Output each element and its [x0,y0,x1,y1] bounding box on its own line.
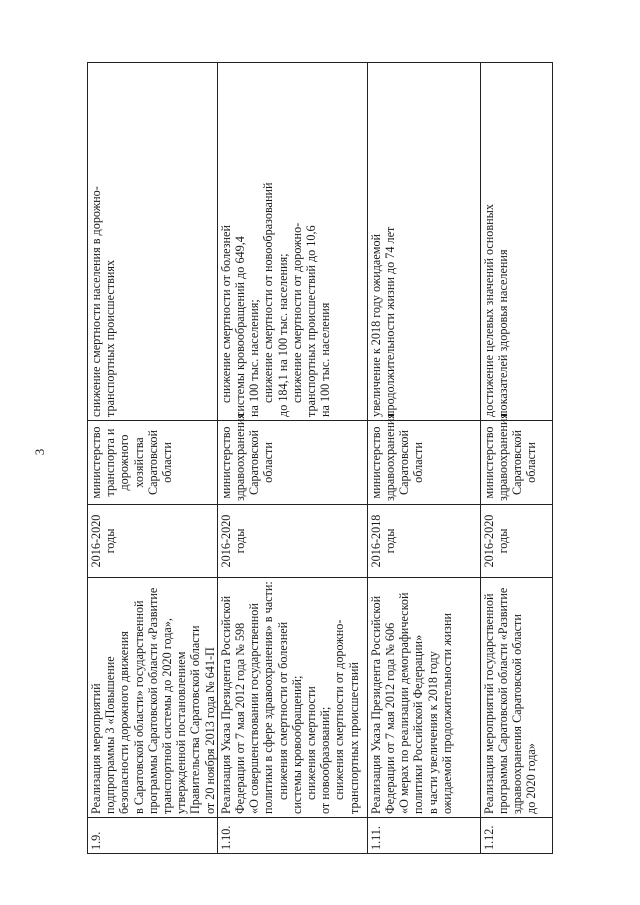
row-number-cell: 1.12. [480,818,552,854]
page-number: 3 [32,448,47,456]
result-cell: снижение смертности от болезней системы кровообращений до 649,4 на 100 тыс. населения; снижение смертности от новообразований до 184,1 на 100 тыс. населения; снижение смертности от дорожно- транспортных происшествий до 10,6 на 100 тыс. населения [217,63,367,421]
event-cell: Реализация мероприятий подпрограммы 3 «Повышение безопасности дорожного движения в Саратовской области» государственной программы Саратовской области «Развитие транспортной системы до 2020 года», утвержденной постановлением Правительства Саратовской области от 20 ноября 2013 года № 641-П [88,578,218,818]
responsible-cell: министерство здравоохранения Саратовской области [217,421,367,505]
responsible-cell: министерство здравоохранения Саратовской области [480,421,552,505]
table-row [480,63,552,854]
table-row [367,63,480,854]
result-cell: снижение смертности населения в дорожно- транспортных происшествиях [88,63,218,421]
row-number-cell: 1.11. [367,818,480,854]
rotated-page [87,63,537,854]
years-cell: 2016-2020 годы [217,505,367,578]
event-cell: Реализация Указа Президента Российской Федерации от 7 мая 2012 года № 598 «О совершенствовании государственной политики в сфере здравоохранения» в части: снижения смертности от болезней системы кровообращений; снижения смертности от новообразований; снижения смертности от дорожно- транспортных происшествий [217,578,367,818]
result-cell: увеличение к 2018 году ожидаемой продолжительности жизни до 74 лет [367,63,480,421]
measures-table [87,62,553,854]
responsible-cell: министерство здравоохранения Саратовской области [367,421,480,505]
landscape-sheet [87,63,537,854]
event-cell: Реализация Указа Президента Российской Федерации от 7 мая 2012 года № 606 «О мерах по реализации демографической политики Российской Федерации» в части увеличения к 2018 году ожидаемой продолжительности жизни [367,578,480,818]
years-cell: 2016-2020 годы [480,505,552,578]
row-number-cell: 1.9. [88,818,218,854]
result-cell: достижение целевых значений основных показателей здоровья населения [480,63,552,421]
table-row [217,63,367,854]
years-cell: 2016-2020 годы [88,505,218,578]
years-cell: 2016-2018 годы [367,505,480,578]
table-row [88,63,218,854]
event-cell: Реализация мероприятий государственной программы Саратовской области «Развитие здравоохранения Саратовской области до 2020 года» [480,578,552,818]
responsible-cell: министерство транспорта и дорожного хозяйства Саратовской области [88,421,218,505]
row-number-cell: 1.10. [217,818,367,854]
